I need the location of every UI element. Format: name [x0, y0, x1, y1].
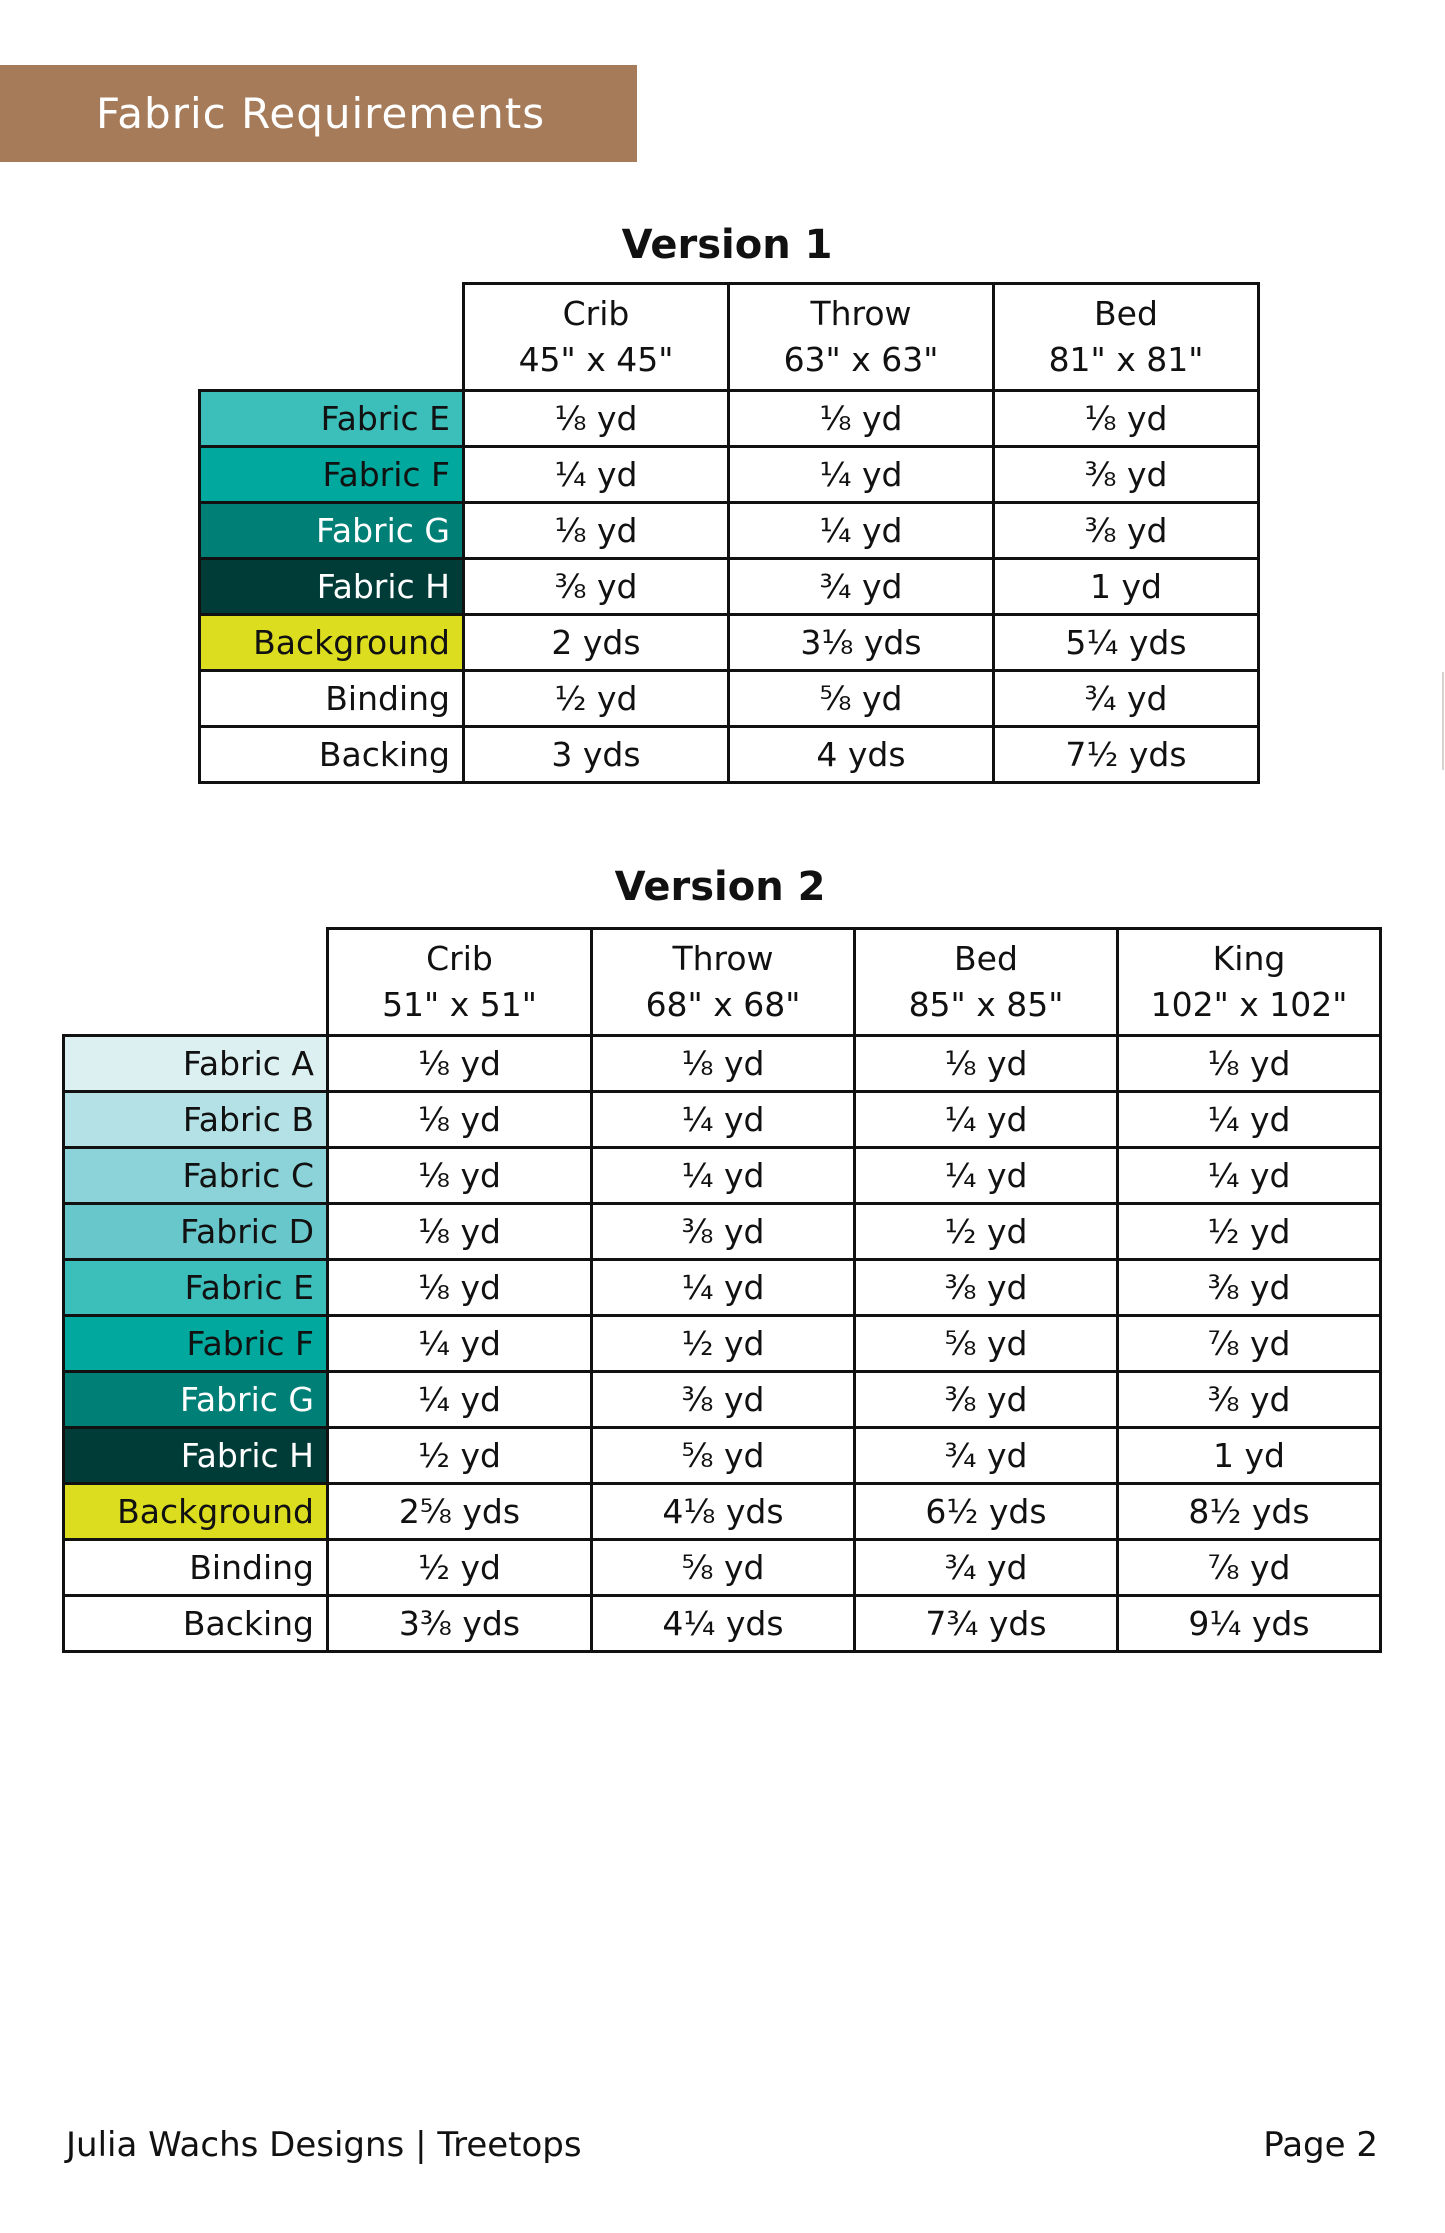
yardage-cell: ½ yd [1118, 1204, 1381, 1260]
size-name: Crib [562, 294, 630, 333]
yardage-cell: 8½ yds [1118, 1484, 1381, 1540]
yardage-cell: ¼ yd [855, 1148, 1118, 1204]
yardage-cell: ⅜ yd [1118, 1260, 1381, 1316]
table-row [64, 1372, 1381, 1428]
yardage-cell: ⅞ yd [1118, 1316, 1381, 1372]
fabric-label-swatch: Background [64, 1484, 328, 1540]
yardage-cell: ¼ yd [464, 447, 729, 503]
column-header-bed [994, 284, 1259, 391]
size-name: Bed [954, 939, 1018, 978]
yardage-cell: ⅝ yd [729, 671, 994, 727]
yardage-cell: ¼ yd [1118, 1148, 1381, 1204]
header-blank-cell [200, 284, 464, 391]
yardage-cell: ⅛ yd [592, 1036, 855, 1092]
fabric-label-swatch: Fabric H [64, 1428, 328, 1484]
yardage-cell: ¼ yd [328, 1372, 592, 1428]
size-dimensions: 68" x 68" [645, 985, 801, 1024]
fabric-label-swatch: Backing [64, 1596, 328, 1652]
fabric-label-swatch: Backing [200, 727, 464, 783]
table-row [200, 391, 1259, 447]
yardage-cell: ½ yd [464, 671, 729, 727]
fabric-label-swatch: Fabric F [64, 1316, 328, 1372]
table-row [64, 1484, 1381, 1540]
column-header-crib [464, 284, 729, 391]
column-header-bed [855, 929, 1118, 1036]
yardage-cell: ⅛ yd [328, 1260, 592, 1316]
column-header-throw [729, 284, 994, 391]
yardage-cell: 2 yds [464, 615, 729, 671]
yardage-cell: 1 yd [1118, 1428, 1381, 1484]
size-dimensions: 85" x 85" [908, 985, 1064, 1024]
fabric-label-swatch: Binding [64, 1540, 328, 1596]
yardage-cell: ⅜ yd [994, 447, 1259, 503]
yardage-cell: ⅛ yd [328, 1036, 592, 1092]
yardage-cell: ¾ yd [855, 1428, 1118, 1484]
footer-designer: Julia Wachs Designs | Treetops [66, 2125, 582, 2165]
fabric-label-swatch: Fabric C [64, 1148, 328, 1204]
yardage-cell: 5¼ yds [994, 615, 1259, 671]
yardage-cell: ¼ yd [729, 503, 994, 559]
size-name: Bed [1094, 294, 1158, 333]
yardage-cell: ⅛ yd [994, 391, 1259, 447]
yardage-cell: ½ yd [592, 1316, 855, 1372]
yardage-cell: ⅛ yd [464, 503, 729, 559]
table-row [200, 727, 1259, 783]
page-edge-line [1442, 672, 1444, 770]
table-row [200, 447, 1259, 503]
table-row [64, 1036, 1381, 1092]
yardage-cell: ⅝ yd [592, 1428, 855, 1484]
yardage-cell: ½ yd [328, 1540, 592, 1596]
table-row [64, 1540, 1381, 1596]
yardage-cell: ⅛ yd [328, 1204, 592, 1260]
yardage-cell: ¼ yd [1118, 1092, 1381, 1148]
version-2-table [62, 927, 1382, 1653]
yardage-cell: ⅜ yd [994, 503, 1259, 559]
yardage-cell: 9¼ yds [1118, 1596, 1381, 1652]
yardage-cell: ⅛ yd [1118, 1036, 1381, 1092]
yardage-cell: 3⅛ yds [729, 615, 994, 671]
yardage-cell: 7½ yds [994, 727, 1259, 783]
yardage-cell: 4¼ yds [592, 1596, 855, 1652]
yardage-cell: ¼ yd [592, 1148, 855, 1204]
fabric-label-swatch: Fabric E [200, 391, 464, 447]
yardage-cell: ¾ yd [994, 671, 1259, 727]
yardage-cell: 7¾ yds [855, 1596, 1118, 1652]
table-row [64, 1148, 1381, 1204]
page-title: Fabric Requirements [96, 89, 546, 138]
header-blank-cell [64, 929, 328, 1036]
yardage-cell: ⅛ yd [328, 1092, 592, 1148]
size-name: Throw [672, 939, 774, 978]
version-2-title: Version 2 [614, 864, 826, 910]
yardage-cell: ¼ yd [855, 1092, 1118, 1148]
column-header-king [1118, 929, 1381, 1036]
fabric-label-swatch: Fabric B [64, 1092, 328, 1148]
table-row [200, 615, 1259, 671]
table-row [200, 671, 1259, 727]
size-dimensions: 51" x 51" [382, 985, 537, 1024]
yardage-cell: ¾ yd [729, 559, 994, 615]
yardage-cell: 3⅜ yds [328, 1596, 592, 1652]
fabric-label-swatch: Binding [200, 671, 464, 727]
yardage-cell: ⅝ yd [855, 1316, 1118, 1372]
size-dimensions: 63" x 63" [783, 340, 939, 379]
yardage-cell: ⅜ yd [592, 1372, 855, 1428]
yardage-cell: ⅜ yd [1118, 1372, 1381, 1428]
table-row [64, 1316, 1381, 1372]
fabric-label-swatch: Fabric E [64, 1260, 328, 1316]
footer-page-number: Page 2 [1263, 2125, 1378, 2165]
size-dimensions: 45" x 45" [518, 340, 674, 379]
yardage-cell: ½ yd [328, 1428, 592, 1484]
size-dimensions: 81" x 81" [1048, 340, 1204, 379]
fabric-label-swatch: Fabric D [64, 1204, 328, 1260]
yardage-cell: ¼ yd [592, 1092, 855, 1148]
yardage-cell: ⅜ yd [592, 1204, 855, 1260]
table-header-row [64, 929, 1381, 1036]
yardage-cell: 2⅝ yds [328, 1484, 592, 1540]
table-row [200, 503, 1259, 559]
table-row [64, 1204, 1381, 1260]
yardage-cell: ¼ yd [592, 1260, 855, 1316]
column-header-throw [592, 929, 855, 1036]
fabric-label-swatch: Fabric A [64, 1036, 328, 1092]
fabric-label-swatch: Fabric G [64, 1372, 328, 1428]
table-row [64, 1596, 1381, 1652]
yardage-cell: 4 yds [729, 727, 994, 783]
yardage-cell: ⅛ yd [729, 391, 994, 447]
yardage-cell: ¼ yd [729, 447, 994, 503]
size-dimensions: 102" x 102" [1150, 985, 1348, 1024]
yardage-cell: ¾ yd [855, 1540, 1118, 1596]
size-name: Crib [426, 939, 493, 978]
version-1-title: Version 1 [621, 222, 833, 268]
yardage-cell: ½ yd [855, 1204, 1118, 1260]
yardage-cell: ⅞ yd [1118, 1540, 1381, 1596]
fabric-label-swatch: Fabric G [200, 503, 464, 559]
table-row [64, 1260, 1381, 1316]
yardage-cell: ⅜ yd [464, 559, 729, 615]
yardage-cell: 3 yds [464, 727, 729, 783]
fabric-label-swatch: Fabric H [200, 559, 464, 615]
yardage-cell: ⅝ yd [592, 1540, 855, 1596]
version-1-table [198, 282, 1260, 784]
table-row [64, 1428, 1381, 1484]
fabric-label-swatch: Background [200, 615, 464, 671]
table-row [64, 1092, 1381, 1148]
yardage-cell: 4⅛ yds [592, 1484, 855, 1540]
yardage-cell: 6½ yds [855, 1484, 1118, 1540]
size-name: Throw [810, 294, 912, 333]
yardage-cell: ⅜ yd [855, 1260, 1118, 1316]
column-header-crib [328, 929, 592, 1036]
yardage-cell: ⅛ yd [328, 1148, 592, 1204]
yardage-cell: ⅛ yd [855, 1036, 1118, 1092]
yardage-cell: ¼ yd [328, 1316, 592, 1372]
fabric-label-swatch: Fabric F [200, 447, 464, 503]
yardage-cell: ⅜ yd [855, 1372, 1118, 1428]
size-name: King [1212, 939, 1286, 978]
table-header-row [200, 284, 1259, 391]
yardage-cell: 1 yd [994, 559, 1259, 615]
section-banner [0, 65, 637, 162]
table-row [200, 559, 1259, 615]
yardage-cell: ⅛ yd [464, 391, 729, 447]
